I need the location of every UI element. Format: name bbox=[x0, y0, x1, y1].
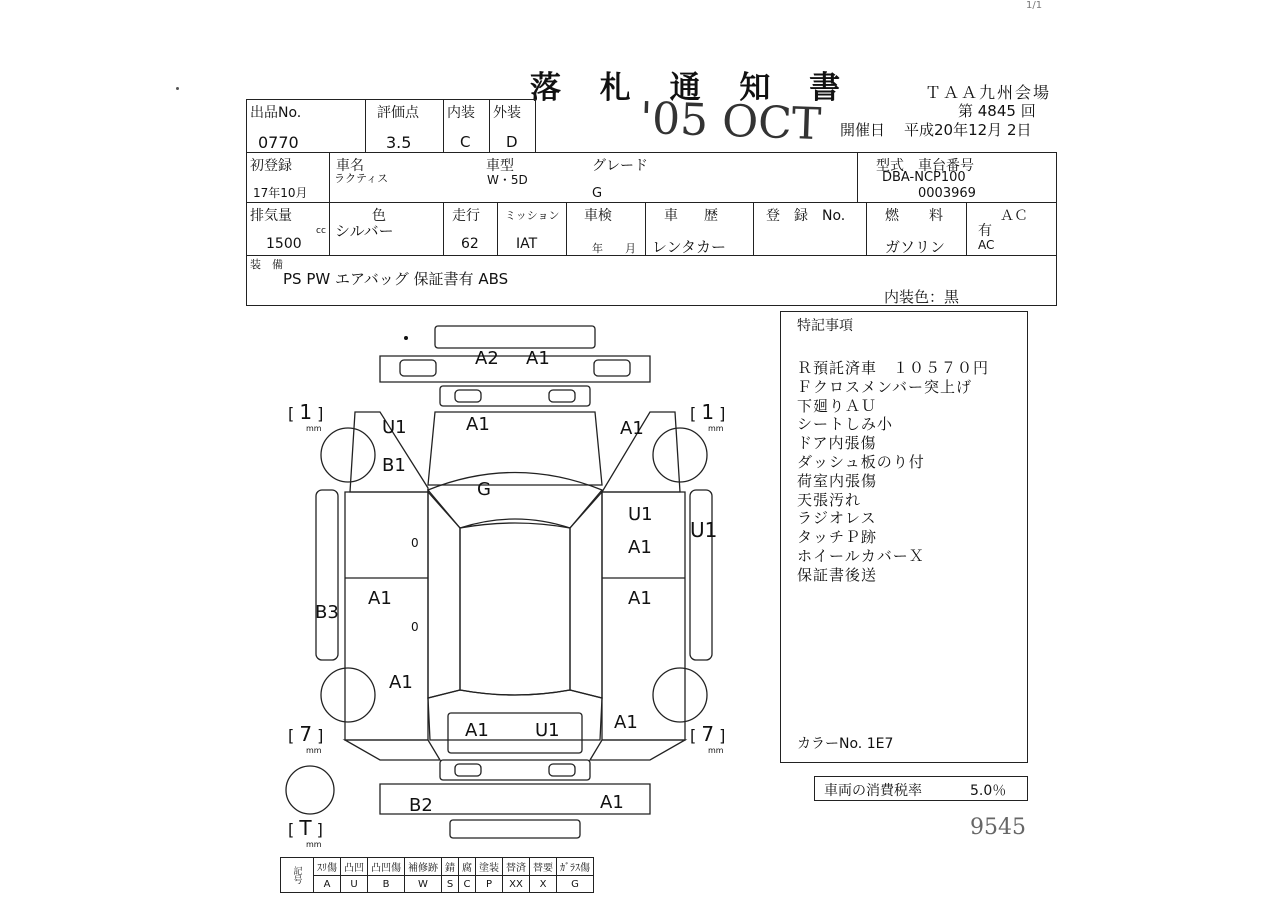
code-left-rear-door: A1 bbox=[368, 588, 392, 609]
notes-line: ホイールカバーＸ bbox=[797, 547, 925, 565]
notes-line: シートしみ小 bbox=[797, 415, 894, 434]
code-rear-bumper-b: B2 bbox=[409, 795, 433, 816]
tire-rear-left-unit: mm bbox=[306, 746, 322, 755]
tire-spare-unit: mm bbox=[306, 840, 322, 849]
fuel-label: 燃 料 bbox=[885, 208, 951, 224]
tire-front-right-unit: mm bbox=[708, 424, 724, 433]
code-rear-bumper-a: A1 bbox=[600, 792, 624, 813]
type: W・5D bbox=[487, 173, 528, 187]
code-right-front-fender: A1 bbox=[620, 418, 644, 439]
equipment-label: 装 備 bbox=[250, 258, 283, 271]
inspection-year: 年 bbox=[592, 242, 603, 255]
tire-front-left: [ 1 ] bbox=[288, 400, 324, 424]
code-tailgate-a: A1 bbox=[465, 720, 489, 741]
legend-header: 替要 bbox=[530, 858, 557, 876]
legend-header: 腐 bbox=[459, 858, 476, 876]
notes-line: ラジオレス bbox=[797, 509, 877, 528]
legend-header: ｽﾘ傷 bbox=[314, 858, 341, 876]
auction-date: 平成20年12月 2日 bbox=[904, 121, 1032, 139]
code-right-rear-door: A1 bbox=[628, 588, 652, 609]
color-no: カラーNo. 1E7 bbox=[797, 736, 894, 752]
code-right-side-u: U1 bbox=[690, 518, 718, 542]
chassis-no: 0003969 bbox=[918, 186, 976, 201]
model-label: 型式 車台番号 bbox=[876, 158, 974, 174]
first-reg-label: 初登録 bbox=[250, 158, 292, 174]
damage-legend bbox=[280, 857, 594, 893]
legend-header: 凸凹傷 bbox=[368, 858, 405, 876]
tire-rear-left: [ 7 ] bbox=[288, 722, 324, 746]
code-front-bumper-a1: A1 bbox=[526, 348, 550, 369]
handwritten-stamp: '05 OCT bbox=[639, 92, 822, 151]
legend-header: 錆 bbox=[442, 858, 459, 876]
legend-code: C bbox=[459, 876, 476, 893]
code-windshield: G bbox=[477, 479, 491, 500]
notes-line: ドア内張傷 bbox=[797, 434, 877, 453]
tire-front-left-unit: mm bbox=[306, 424, 322, 433]
code-hood: A1 bbox=[466, 414, 490, 435]
mileage: 62 bbox=[461, 236, 479, 252]
first-reg: 17年10月 bbox=[253, 186, 308, 200]
ac-have: 有 bbox=[978, 223, 992, 239]
auction-name: ＴＡＡ九州会場 bbox=[925, 83, 1052, 102]
grade-label: グレード bbox=[592, 158, 648, 174]
car-name: ラクティス bbox=[334, 172, 389, 185]
legend-code: P bbox=[476, 876, 503, 893]
exterior-label: 外装 bbox=[493, 105, 521, 121]
transmission: IAT bbox=[516, 236, 538, 252]
legend-header: 塗装 bbox=[476, 858, 503, 876]
notes-line: 荷室内張傷 bbox=[797, 471, 878, 490]
lot-no-label: 出品No. bbox=[250, 105, 302, 121]
auction-session: 第 4845 回 bbox=[958, 102, 1036, 120]
page-title: 落 札 通 知 書 bbox=[530, 70, 855, 106]
legend-code: S bbox=[442, 876, 459, 893]
notes-line: 下廻りＡＵ bbox=[797, 396, 878, 415]
score-label: 評価点 bbox=[377, 105, 419, 121]
lot-no: 0770 bbox=[258, 133, 299, 152]
exterior-grade: D bbox=[506, 133, 518, 151]
code-left-front-fender-b: B1 bbox=[382, 455, 406, 476]
displacement: 1500 bbox=[266, 236, 302, 252]
code-left-side: B3 bbox=[315, 602, 339, 623]
code-right-front-door-u: U1 bbox=[628, 504, 653, 525]
interior-color: 内装色：黒 bbox=[884, 288, 960, 306]
code-zero-2: 0 bbox=[411, 620, 419, 634]
inspection-month: 月 bbox=[625, 242, 636, 255]
ac-label: ＡＣ bbox=[1000, 208, 1028, 224]
notes-line: Ｒ預託済車 １０５７０円 bbox=[797, 359, 990, 377]
code-front-bumper-a2: A2 bbox=[475, 348, 499, 369]
displacement-label: 排気量 bbox=[250, 208, 292, 224]
tire-front-right: [ 1 ] bbox=[690, 400, 726, 424]
legend-code: A bbox=[314, 876, 341, 893]
legend-code: X bbox=[530, 876, 557, 893]
history-label: 車 歴 bbox=[664, 208, 724, 224]
grade: G bbox=[592, 186, 603, 201]
legend-code: G bbox=[557, 876, 594, 893]
legend-header: 凸凹 bbox=[341, 858, 368, 876]
tire-rear-right-unit: mm bbox=[708, 746, 724, 755]
notes-line: タッチＰ跡 bbox=[797, 528, 878, 547]
tax-value: 5.0％ bbox=[970, 783, 1007, 799]
model: DBA-NCP100 bbox=[882, 170, 966, 185]
cc-unit: cc bbox=[316, 226, 326, 236]
code-right-rear-fender: A1 bbox=[614, 712, 638, 733]
notes-label: 特記事項 bbox=[797, 318, 853, 334]
reg-no-label: 登 録 No. bbox=[766, 208, 846, 224]
mileage-label: 走行 bbox=[452, 208, 480, 224]
tire-rear-right: [ 7 ] bbox=[690, 722, 726, 746]
color-label: 色 bbox=[372, 208, 386, 224]
legend-side-label: 記号 bbox=[281, 858, 314, 893]
legend-header: 替済 bbox=[503, 858, 530, 876]
type-label: 車型 bbox=[486, 158, 514, 174]
interior-grade: C bbox=[460, 133, 471, 151]
legend-code: W bbox=[405, 876, 442, 893]
ac-value: AC bbox=[978, 238, 995, 252]
legend-header: ｶﾞﾗｽ傷 bbox=[557, 858, 594, 876]
code-left-rear-fender: A1 bbox=[389, 672, 413, 693]
tire-spare: [ T ] bbox=[288, 816, 323, 840]
legend-code: B bbox=[368, 876, 405, 893]
code-zero-1: 0 bbox=[411, 536, 419, 550]
legend-header: 補修跡 bbox=[405, 858, 442, 876]
history: レンタカー bbox=[652, 238, 727, 256]
car-name-label: 車名 bbox=[336, 158, 364, 174]
legend-code: XX bbox=[503, 876, 530, 893]
code-tailgate-u: U1 bbox=[535, 720, 560, 741]
car-damage-diagram bbox=[280, 320, 750, 850]
fuel: ガソリン bbox=[885, 238, 946, 256]
tax-label: 車両の消費税率 bbox=[824, 783, 922, 799]
legend-code: U bbox=[341, 876, 368, 893]
notes-line: ダッシュ板のり付 bbox=[797, 453, 925, 471]
code-right-front-door-a: A1 bbox=[628, 537, 652, 558]
handwritten-number: 9545 bbox=[970, 815, 1026, 840]
notes-line: 天張汚れ bbox=[797, 490, 862, 509]
inspection-label: 車検 bbox=[584, 208, 612, 224]
auction-date-label: 開催日 bbox=[840, 121, 886, 139]
notes-line: Ｆクロスメンバー突上げ bbox=[797, 377, 972, 396]
page-counter: 1/1 bbox=[1026, 0, 1043, 11]
interior-label: 内装 bbox=[447, 105, 475, 121]
notes-line: 保証書後送 bbox=[797, 565, 878, 584]
equipment-items: PS PW エアバッグ 保証書有 ABS bbox=[283, 270, 509, 288]
transmission-label: ミッション bbox=[505, 209, 560, 222]
score: 3.5 bbox=[386, 133, 412, 152]
color: シルバー bbox=[335, 222, 394, 240]
code-left-front-fender-u: U1 bbox=[382, 417, 407, 438]
